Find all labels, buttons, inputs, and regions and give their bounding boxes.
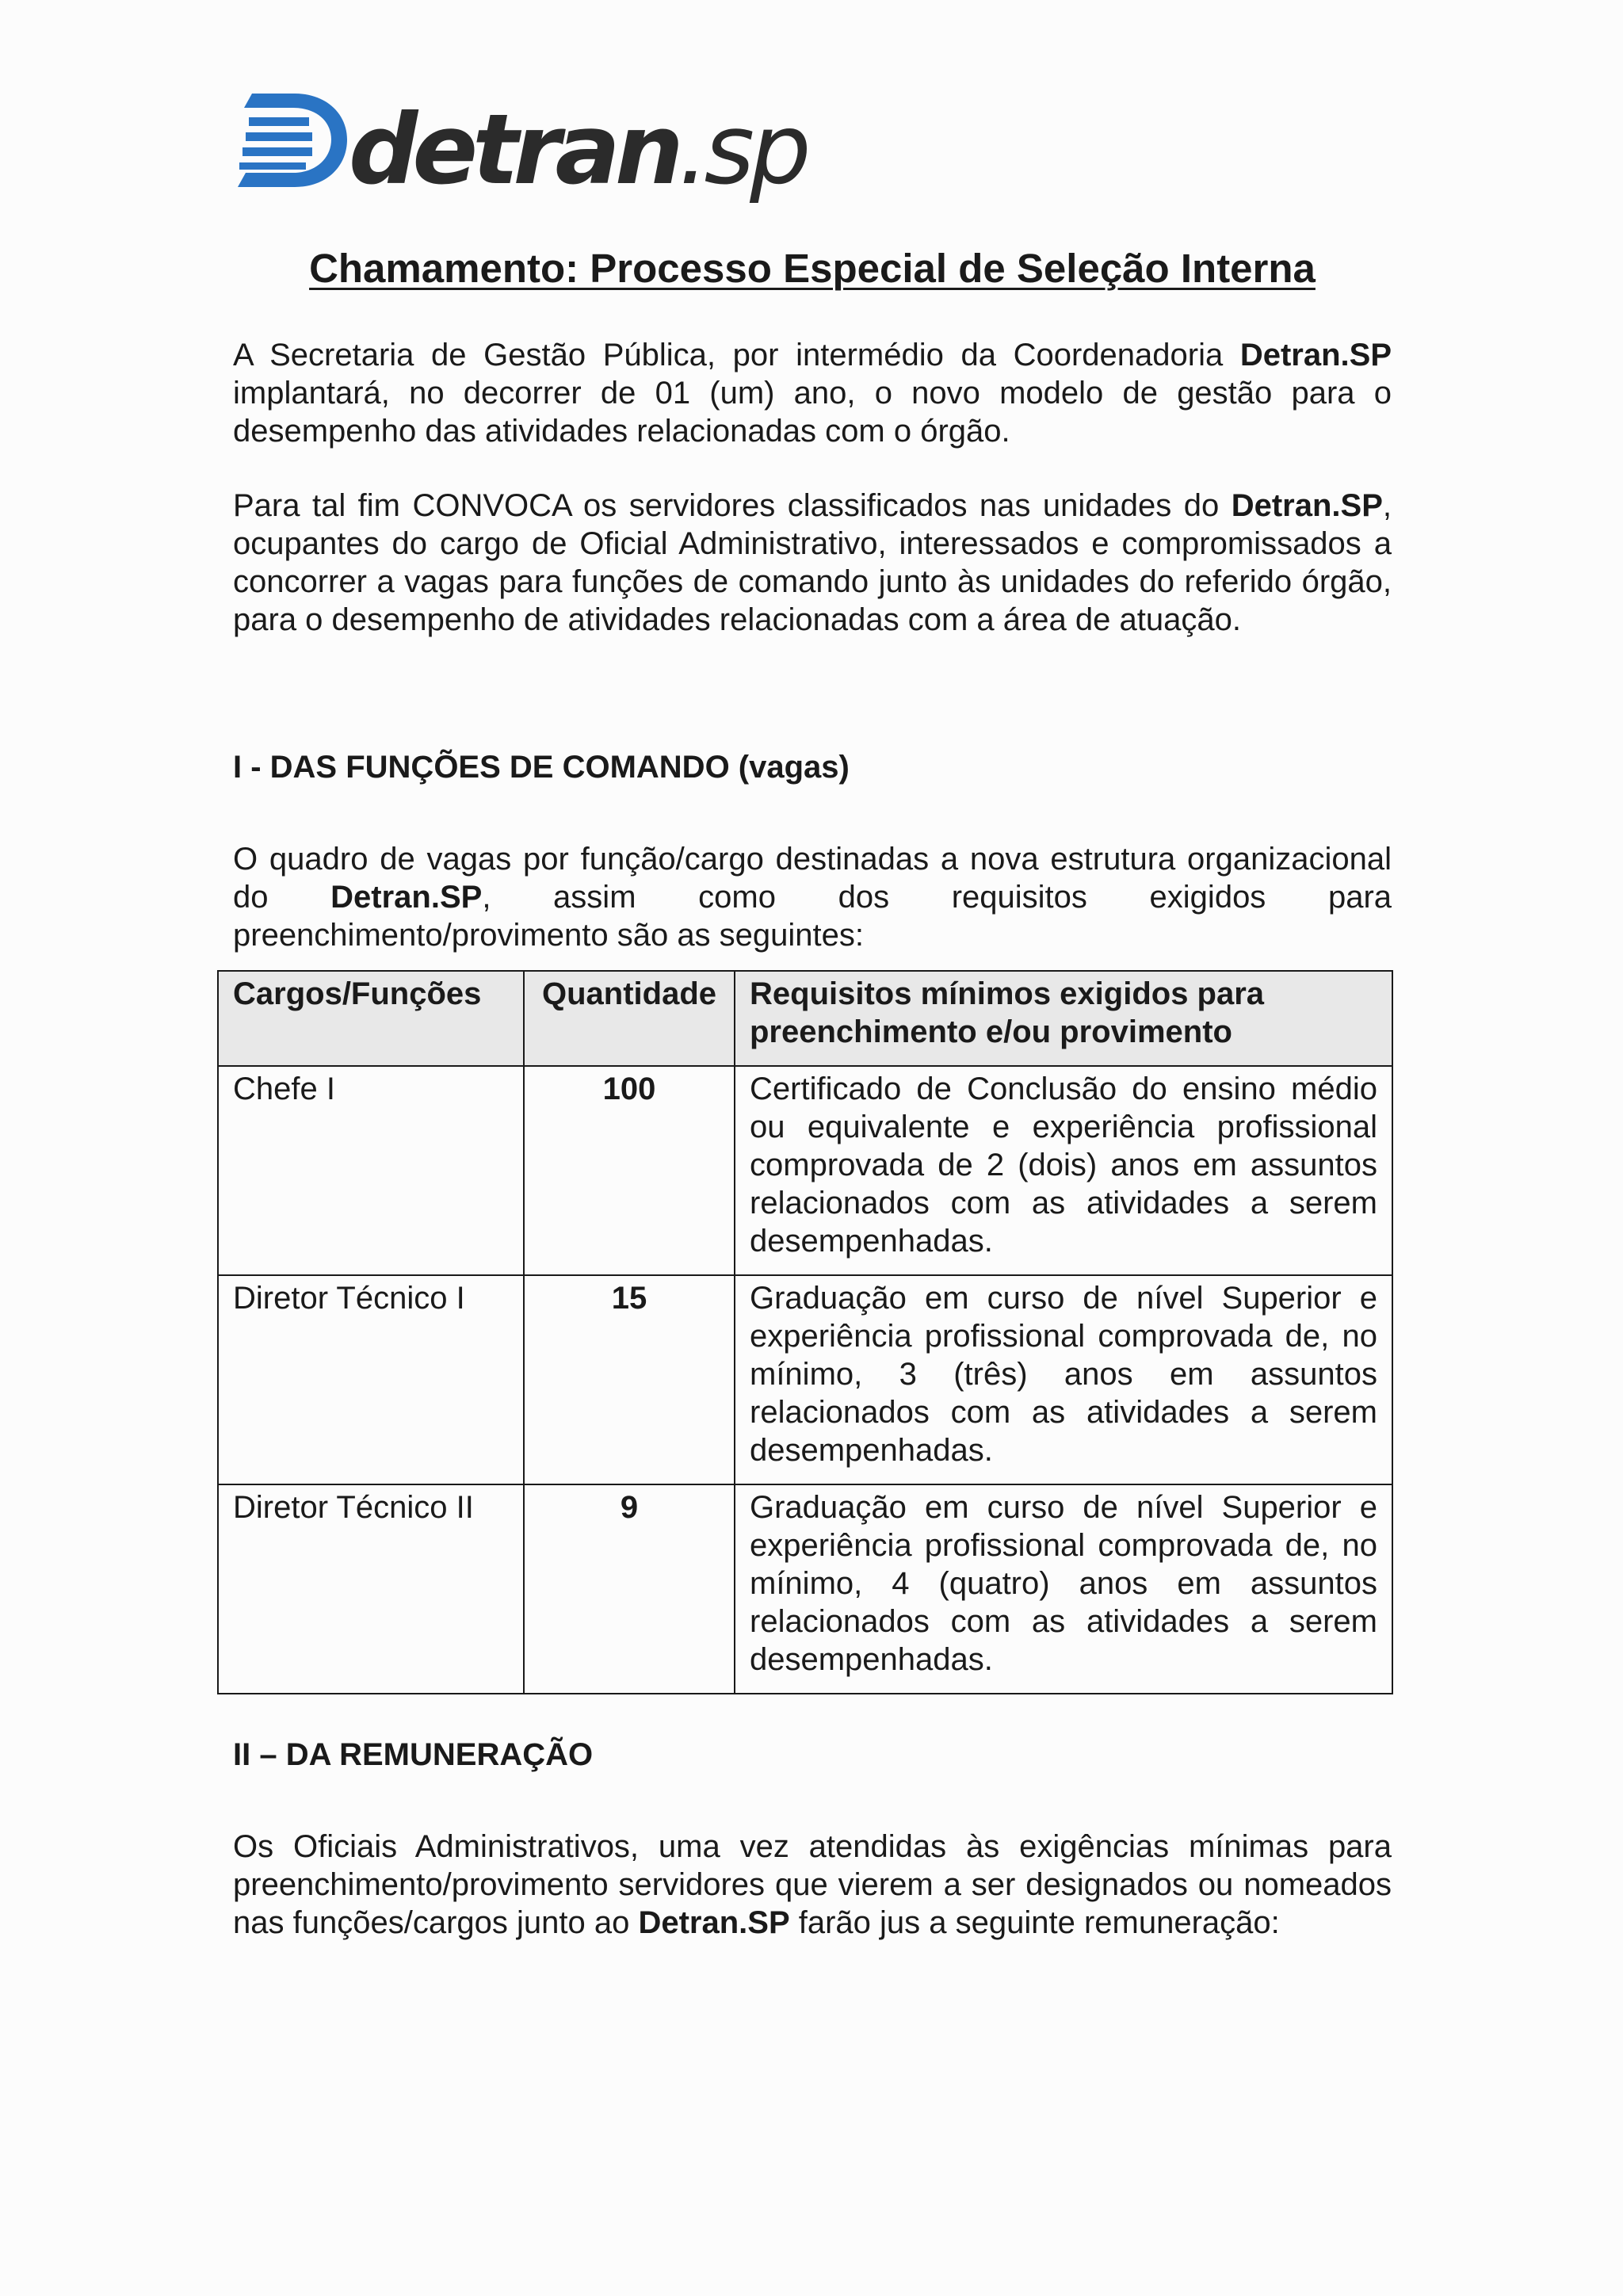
header-requisitos: Requisitos mínimos exigidos para preenchimento e/ou provimento xyxy=(735,971,1392,1066)
intro-paragraph-2: Para tal fim CONVOCA os servidores classificados nas unidades do Detran.SP, ocupantes do cargo de Oficial Administrativo, interessados e compromissados a concorrer a vagas para funções de comando junto às unidades do referido órgão, para o desempenho de atividades relacionadas com a área de atuação. xyxy=(233,488,1392,637)
page-title: Chamamento: Processo Especial de Seleção Interna xyxy=(309,246,1316,291)
cell-cargo: Chefe I xyxy=(218,1066,524,1275)
table-row xyxy=(218,1066,1392,1275)
section-2-heading: II – DA REMUNERAÇÃO xyxy=(233,1737,594,1772)
table-header-row xyxy=(218,971,1392,1066)
table-row xyxy=(218,1275,1392,1484)
cell-requisitos: Certificado de Conclusão do ensino médio ou equivalente e experiência profissional comprovada de 2 (dois) anos em assuntos relacionados com as atividades a serem desempenhadas. xyxy=(735,1066,1392,1275)
cell-cargo: Diretor Técnico II xyxy=(218,1484,524,1694)
intro-paragraph-1: A Secretaria de Gestão Pública, por intermédio da Coordenadoria Detran.SP implantará, no decorrer de 01 (um) ano, o novo modelo de gestão para o desempenho das atividades relacionadas com o órgão. xyxy=(233,338,1392,449)
detran-d-emblem-icon xyxy=(238,94,349,189)
cell-requisitos: Graduação em curso de nível Superior e experiência profissional comprovada de, no mínimo, 3 (três) anos em assuntos relacionados com as atividades a serem desempenhadas. xyxy=(735,1275,1392,1484)
cell-requisitos: Graduação em curso de nível Superior e experiência profissional comprovada de, no mínimo, 4 (quatro) anos em assuntos relacionados com as atividades a serem desempenhadas. xyxy=(735,1484,1392,1694)
header-quantidade: Quantidade xyxy=(524,971,735,1066)
cell-quantidade: 9 xyxy=(524,1484,735,1694)
table-row xyxy=(218,1484,1392,1694)
cell-cargo: Diretor Técnico I xyxy=(218,1275,524,1484)
requirements-table xyxy=(217,970,1393,1694)
cell-quantidade: 15 xyxy=(524,1275,735,1484)
section-2-paragraph: Os Oficiais Administrativos, uma vez atendidas às exigências mínimas para preenchimento/provimento servidores que vierem a ser designados ou nomeados nas funções/cargos junto ao Detran.SP farão jus a seguinte remuneração: xyxy=(233,1829,1392,1940)
section-1-heading: I - DAS FUNÇÕES DE COMANDO (vagas) xyxy=(233,750,850,785)
header-cargos: Cargos/Funções xyxy=(218,971,524,1066)
cell-quantidade: 100 xyxy=(524,1066,735,1275)
detran-sp-logo xyxy=(238,94,807,212)
section-1-paragraph: O quadro de vagas por função/cargo destinadas a nova estrutura organizacional do Detran.SP, assim como dos requisitos exigidos para preenchimento/provimento são as seguintes: xyxy=(233,842,1392,953)
logo-wordmark: detran.sp xyxy=(349,94,807,206)
